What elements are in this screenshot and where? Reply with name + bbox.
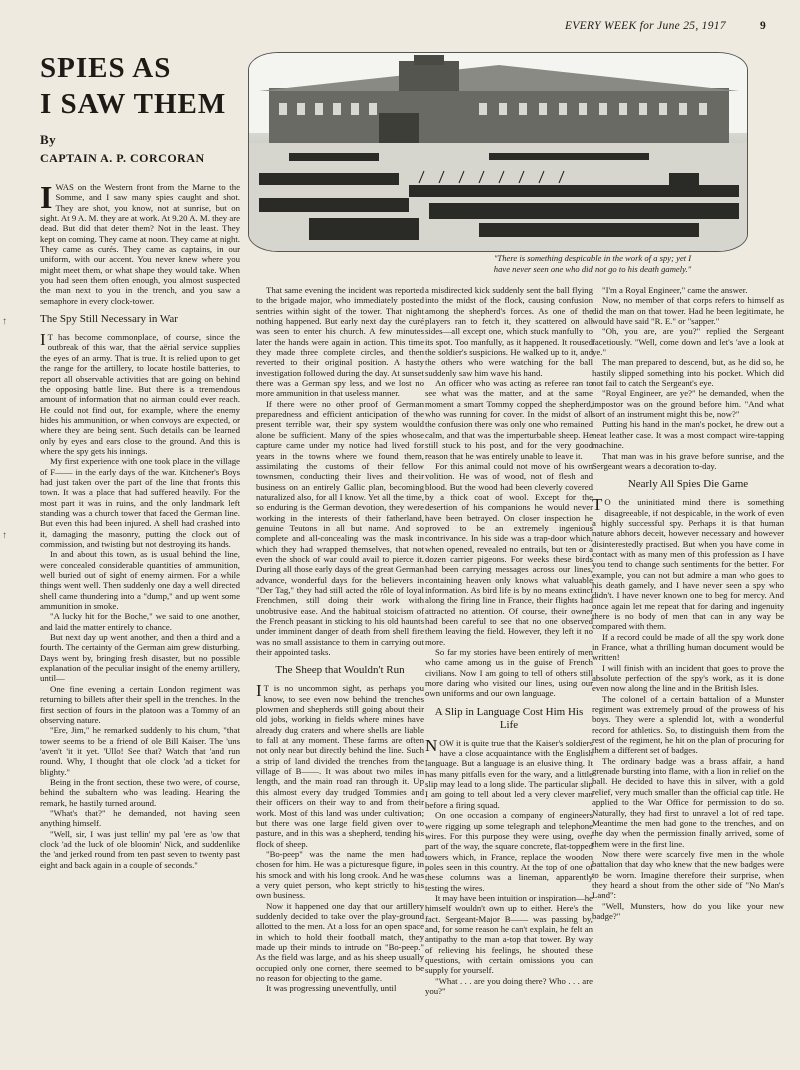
column-4 xyxy=(592,285,784,921)
running-header xyxy=(0,16,800,36)
paragraph: An officer who was acting as referee ran to see what was the matter, and at the same moment a smart Tommy copped the shepherd, who was running for cover. In the midst of all the confusion there was only one who remained calm, and that was the imperturbable sheep. He still stuck to his post, and for the very good reason that he was entirely unable to leave it. xyxy=(425,378,593,461)
paragraph: "A lucky hit for the Boche," we said to one another, and laid the matter entirely to chance. xyxy=(40,611,240,632)
paragraph: So far my stories have been entirely of men who came among us in the guise of French civilians. Now I am going to tell of others still more daring who visited our lines, using our own uniforms and our own language. xyxy=(425,647,593,699)
paragraph: "Royal Engineer, are ye?" he demanded, when the impostor was on the ground before him. "And what sort of an instrument might this be, now?" xyxy=(592,388,784,420)
section-heading: Nearly All Spies Die Game xyxy=(627,478,749,491)
initial-letter: T xyxy=(592,495,603,515)
paragraph: The man prepared to descend, but, as he did so, he hastily slipped something into his pocket. Which did not fail to catch the Sergeant's eye. xyxy=(592,357,784,389)
paragraph: Putting his hand in the man's pocket, he drew out a neat leather case. It was a most compact wire-tapping machine. xyxy=(592,419,784,451)
paragraph: In and about this town, as is usual behind the line, were concealed considerable quantities of ammunition, well buried out of sight of enemy airmen. For a while things went well. Then suddenly one day a well directed shell came thundering into a "dump," and up went some ammunition in smoke. xyxy=(40,549,240,612)
paragraph: "Oh, you are, are you?" replied the Sergeant facetiously. "Well, come down and let's 'ave a look at ye." xyxy=(592,326,784,358)
paragraph: a misdirected kick suddenly sent the ball flying into the midst of the flock, causing confusion among the shepherd's forces. As one of the players ran to fetch it, they scattered on all sides—all except one, which stuck manfully to its spot. Too manfully, as it happened. It roused the soldier's suspicions. He walked up to it, and the others who were watching for the ball suddenly saw him wave his hand. xyxy=(425,285,593,378)
running-head: EVERY WEEK for June 25, 1917 xyxy=(565,20,726,32)
paragraph: One fine evening a certain London regiment was returning to billets after their spell in the trenches. In the first section of fours in the platoon was a Tommy of an observing nature. xyxy=(40,683,240,725)
paragraph: It was progressing uneventfully, until xyxy=(266,983,397,994)
paragraph: "Ere, Jim," he remarked suddenly to his chum, "that tower seems to be a friend of ole Bill Kaiser. The 'uns 'aven't 'it it yet. 'Ullo! See that? Watch that 'and run round. Why, I thought that ole clock 'ad a ticket for blighty." xyxy=(40,725,240,777)
paragraph: I T is no uncommon sight, as perhaps you know, to see even now behind the trenches plowmen and shepherds still going about their old jobs, working in fields where mines have already dug craters and where shells are liable to fall at any moment. These farms are often not only near but directly behind the line. Such a strip of land divided the trenches from the village of B——. It was about two miles in length, and the main road ran through it. Up this almost every day trudged Tommies and their officers on their way to and from their work. Most of this land was under cultivation; but there was one large field given over to pasture, and in this was a shepherd, tending his flock of sheep. xyxy=(256,681,424,849)
paragraph: Now it happened one day that our artillery suddenly decided to take over the play-ground allotted to the men. At a loss for an open space in which to hold their football match, they made up their minds to intrude on "Bo-peep." As the field was large, and as his sheep usually occupied only one corner, there seemed to be no reason for objecting to the game. xyxy=(256,900,424,983)
byline: By CAPTAIN A. P. CORCORAN xyxy=(40,130,240,168)
section-heading: The Spy Still Necessary in War xyxy=(40,313,178,326)
paragraph: On one occasion a company of engineers were rigging up some telegraph and telephone wires. For this purpose they were using, over part of the way, the square concrete, flat-topped towers which, in France, replace the wooden poles seen in this country. At the top of one of these columns was a lineman, apparently testing the wires. xyxy=(425,810,593,893)
paragraph: But next day up went another, and then a third and a fourth. The certainty of the German aim grew disturbing. Days went by, bringing fresh disaster, but no possible explanation of the peculiar insight of the enemy artillery, until— xyxy=(40,632,240,684)
paragraph: NOW it is quite true that the Kaiser's soldiers have a close acquaintance with the English language. But a language is an elusive thing. It has many pitfalls even for the wary, and a little slip may lead to a long slide. The particular slip I am going to tell about led a very clever man before a firing squad. xyxy=(425,735,593,810)
initial-letter: N xyxy=(425,735,438,755)
intro-paragraph: IWAS on the Western front from the Marne to the Somme, and I saw many spies caught and shot. They are shot, you know, not at sunrise, but on sight. At 9 A. M. they are at work. At 9.20 A. M. they are dead. But did that deter them? Not in the least. They kept on coming. They came at noon. They came at night. They came as curés. They came as captains, in our uniform, with our accent. You never knew where you might meet them, or what shape they would take. When you had seen them often enough, you almost suspected the man next to you in the trench, and you saw a semaphore in every clock-tower. xyxy=(40,179,241,306)
page-number: 9 xyxy=(760,20,767,32)
paragraph: T O the uninitiated mind there is something disagreeable, if not despicable, in the work of even a highly successful spy. Perhaps it is that human nature abhors deceit, however necessary and however disinterestedly practised. But when you have come in contact with as many men of this profession as I have you tend to change such sentiments for the better. For example, you can not but admire a man who goes to his death gamely, and I have never seen a spy who didn't. I have never known one to beg for mercy. And once again let me repeat that for daring and ingenuity there is no body of men that can in any way be compared with them. xyxy=(592,495,784,632)
article-title: SPIES AS I SAW THEM xyxy=(40,52,227,120)
paragraph: "What's that?" he demanded, not having seen anything himself. xyxy=(40,807,240,829)
paragraph: That same evening the incident was reported to the brigade major, who immediately posted sentries within sight of the tower. That night nothing happened. But early next day the curé was seen to enter his church. A few minutes later the hands were again in action. This time they made three complete circles, and then reverted to their original position. A hasty investigation followed during the day. At sunset there was a German spy less, and we lost no more ammunition in that useless manner. xyxy=(256,285,424,399)
photograph-soldiers-courtyard xyxy=(248,52,748,252)
initial-letter: I xyxy=(40,330,46,350)
paragraph: "Well, Munsters, how do you like your new badge?" xyxy=(592,900,784,921)
paragraph: "I'm a Royal Engineer," came the answer. xyxy=(602,285,748,295)
paragraph: I T has become commonplace, of course, since the outbreak of this war, that the aërial service supplies the eyes of an army. That is true. It is relied upon to get the range for the artillery, to locate hostile batteries, to report all observable activities that are going on behind the opposing battle line. But there is a tremendous amount of information that no airman could ever reach. He could not find out, for example, where the enemy hides his ammunition, or when convoys are expected, or where they are being sent. Such details can be learned only by eyes and ears close to the ground. And this is where the spy gets his innings. xyxy=(40,330,240,456)
binding-mark: ↑ xyxy=(2,530,7,541)
paragraph: For this animal could not move of his own volition. He was of wood, not of flesh and blood. But the wood had been cleverly covered by a thick coat of wool. Except for the desertion of his companions he would never have been betrayed. On closer inspection he proved to be an extremely ingenious contrivance. In his side was a trap-door which, when opened, revealed no entrails, but ten or a dozen carrier pigeons. For weeks these birds had been carrying messages across our lines, containing heaven only knows what valuable information. As bird life is by no means extinct along the firing line in France, their flights had attracted no attention. Of course, their owner had been careful to see that no one observed them leaving the field. However, they left it no more. xyxy=(425,460,593,647)
paragraph: My first experience with one took place in the village of F—— in the early days of the war. Kitchener's Boys had just taken over the part of the line that fronts this town. It was a place that had suffered heavily. For the most part it was in ruins, and the only landmark left standing was a church tower that faced the German line. But even this had been injured. A shell had crashed into it, damaging the masonry, putting the clock out of commission, and twisting but not destroying its hands. xyxy=(40,456,240,549)
drop-cap: I xyxy=(40,179,53,215)
paragraph: The ordinary badge was a brass affair, a hand grenade bursting into flame, with a lion in relief on the ball. He decided to have this in silver, with a gold relief, very much smaller than the official cap title. He applied to the War Office for permission to do so. Naturally, they had first to unravel a lot of red tape. Meantime the men had gone to the trenches, and on the day when the permission finally arrived, some of them were in the first line. xyxy=(592,755,784,849)
paragraph: Now, no member of that corps refers to himself as did the man on that tower. Had he been legitimate, he would have said "R. E." or "sapper." xyxy=(592,295,784,327)
paragraph: I will finish with an incident that goes to prove the absolute perfection of the spy's work, as it is done even now along the line and in the British Isles. xyxy=(592,662,784,694)
photo-caption: "There is something despicable in the work of a spy; yet I have never seen one who did not go to his death gamely." xyxy=(493,253,692,274)
paragraph: If a record could be made of all the spy work done in France, what a thrilling human document would be written! xyxy=(592,631,784,663)
section-heading: A Slip in Language Cost Him His Life xyxy=(434,705,584,731)
author-name: CAPTAIN A. P. CORCORAN xyxy=(40,151,205,165)
photo-illustration xyxy=(249,53,747,251)
paragraph: Now there were scarcely five men in the whole battalion that day who knew that the new badges were to be worn. Imagine therefore their surprise, when they heard a shout from the other side of "No Man's Land": xyxy=(592,848,784,901)
paragraph: The colonel of a certain battalion of a Munster regiment was extremely proud of the prowess of his boys. They were a splendid lot, with a wonderful record for athletics. So, to distinguish them from the rest of the regiment, he hit on the plan of procuring for them a different set of badges. xyxy=(592,693,784,756)
paragraph: That man was in his grave before sunrise, and the Sergeant wears a decoration to-day. xyxy=(592,450,784,471)
paragraph: It may have been intuition or inspiration—he himself wouldn't own up to either. Here's the fact. Sergeant-Major B—— was passing by, and, for some reason he can't explain, he felt an antipathy to the man a-top that tower. By way of relieving his feelings, he shouted these questions, with certain omissions you can supply for yourself. xyxy=(425,892,593,976)
paragraph: "Well, sir, I was just tellin' my pal 'ere as 'ow that clock 'ad the luck of ole bloomin' Nick, and suddenlike the 'and jerked round from ten past seven to twenty past eight and back again in a couple of seconds." xyxy=(40,828,240,870)
initial-letter: I xyxy=(256,681,262,701)
column-2 xyxy=(256,285,424,994)
paragraph: "Bo-peep" was the name the men had chosen for him. He was a picturesque figure, in his smock and with his long crook. And he was a very quiet person, who kept strictly to his own business. xyxy=(256,848,424,901)
paragraph: "What . . . are you doing there? Who . . . are you?" xyxy=(425,975,593,996)
binding-mark: ↑ xyxy=(2,316,7,327)
column-1 xyxy=(40,179,241,870)
column-3 xyxy=(425,285,593,996)
paragraph: Being in the front section, these two were, of course, behind the subaltern who was leading. Hearing the remark, he hastily turned around. xyxy=(40,776,240,808)
paragraph: If there were no other proof of German preparedness and efficient anticipation of the present terrible war, their spy system would alone be sufficient. Many of the spies whose capture came under my notice had lived for years in the towns where we found them, assimilating the customs of their fellow townsmen, conducting their lives and their business on an entirely Gallic plan, becoming naturalized also, for all I know. Yet all the time, so enduring is the German devotion, they were working in the interests of their fatherland, genuine Teutons in all but name. And so complete and all-concealing was the mask in which they had wrapped themselves, that not even the shock of war could avail to pierce it. During all those early days of the great German advance, wonderful days for the believers in "Der Tag," they had still acted the rôle of loyal Frenchmen, still doing their work with unobtrusive ease. And the habitual stoicism of the French peasant in sticking to his old haunts under imminent danger of death from shell fire was no small assistance to them in carrying out their appointed tasks. xyxy=(256,398,424,658)
section-heading: The Sheep that Wouldn't Run xyxy=(275,664,405,677)
